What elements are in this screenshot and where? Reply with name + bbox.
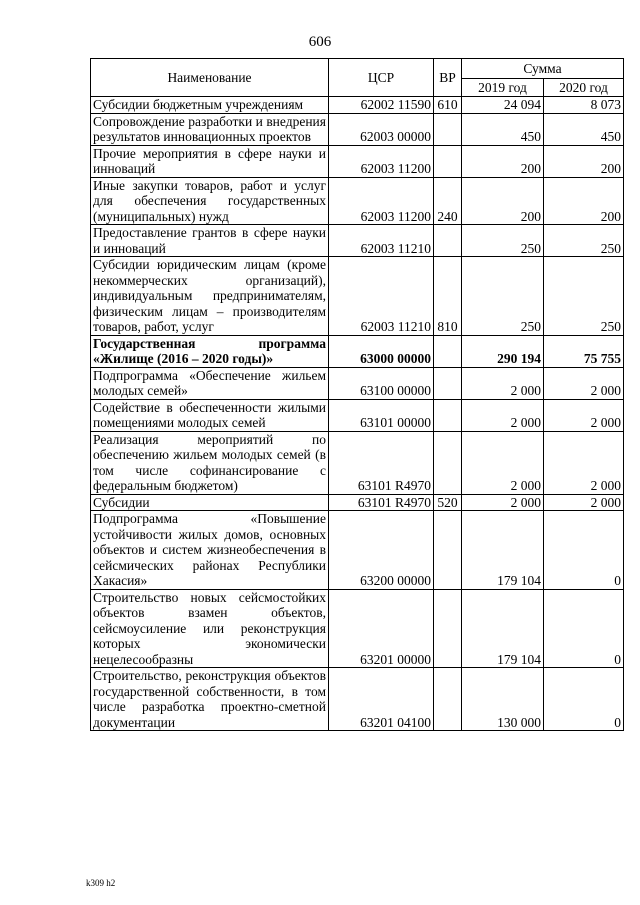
row-vr-cell: 810 [434, 257, 462, 336]
header-name: Наименование [91, 59, 329, 97]
row-csr-cell: 63101 R4970 [329, 431, 434, 494]
row-vr-cell [434, 668, 462, 731]
row-csr-cell: 63100 00000 [329, 367, 434, 399]
row-name-cell: Строительство новых сейсмостойких объектов взамен объектов, сейсмоусиление или реконструкция которых экономически нецелесообразны [91, 589, 329, 668]
row-2020-cell: 250 [544, 257, 624, 336]
row-name-cell: Субсидии [91, 494, 329, 511]
row-2020-cell: 0 [544, 589, 624, 668]
row-vr-cell [434, 367, 462, 399]
row-csr-cell: 63101 R4970 [329, 494, 434, 511]
row-csr-cell: 63000 00000 [329, 335, 434, 367]
table-row [91, 335, 624, 367]
table-row [91, 177, 624, 225]
table-row [91, 668, 624, 731]
table-row [91, 145, 624, 177]
row-csr-cell: 62003 11200 [329, 145, 434, 177]
row-name-cell: Иные закупки товаров, работ и услуг для обеспечения государственных (муниципальных) нужд [91, 177, 329, 225]
row-vr-cell: 610 [434, 97, 462, 114]
row-2020-cell: 2 000 [544, 399, 624, 431]
row-csr-cell: 63201 04100 [329, 668, 434, 731]
row-name-cell: Реализация мероприятий по обеспечению жильем молодых семей (в том числе софинансирование с федеральным бюджетом) [91, 431, 329, 494]
row-2019-cell: 2 000 [462, 494, 544, 511]
table-row [91, 511, 624, 590]
header-year-2020: 2020 год [544, 79, 624, 97]
header-year-2019: 2019 год [462, 79, 544, 97]
row-2020-cell: 2 000 [544, 494, 624, 511]
row-name-cell: Прочие мероприятия в сфере науки и инноваций [91, 145, 329, 177]
row-csr-cell: 62003 11210 [329, 257, 434, 336]
header-vr: ВР [434, 59, 462, 97]
row-vr-cell [434, 431, 462, 494]
row-2019-cell: 2 000 [462, 367, 544, 399]
row-name-cell: Государственная программа «Жилище (2016 – 2020 годы)» [91, 335, 329, 367]
row-name-cell: Сопровождение разработки и внедрения результатов инновационных проектов [91, 113, 329, 145]
table-body [91, 97, 624, 731]
row-name-cell: Содействие в обеспеченности жилыми помещениями молодых семей [91, 399, 329, 431]
row-2019-cell: 200 [462, 177, 544, 225]
row-csr-cell: 62002 11590 [329, 97, 434, 114]
row-2020-cell: 450 [544, 113, 624, 145]
row-2019-cell: 200 [462, 145, 544, 177]
footer-code: k309 h2 [86, 878, 116, 888]
row-csr-cell: 63200 00000 [329, 511, 434, 590]
row-name-cell: Подпрограмма «Повышение устойчивости жилых домов, основных объектов и систем жизнеобеспечения в сейсмических районах Республики Хакасия» [91, 511, 329, 590]
row-2020-cell: 250 [544, 225, 624, 257]
row-2020-cell: 0 [544, 511, 624, 590]
page-number: 606 [308, 34, 332, 50]
budget-table [90, 58, 624, 731]
row-csr-cell: 63101 00000 [329, 399, 434, 431]
row-vr-cell [434, 145, 462, 177]
table-row [91, 257, 624, 336]
table-row [91, 589, 624, 668]
row-2019-cell: 2 000 [462, 399, 544, 431]
row-vr-cell: 520 [434, 494, 462, 511]
row-vr-cell [434, 225, 462, 257]
table-row [91, 225, 624, 257]
row-2019-cell: 250 [462, 225, 544, 257]
row-vr-cell [434, 399, 462, 431]
row-vr-cell: 240 [434, 177, 462, 225]
row-vr-cell [434, 335, 462, 367]
table-row [91, 97, 624, 114]
row-name-cell: Субсидии юридическим лицам (кроме некоммерческих организаций), индивидуальным предпринимателям, физическим лицам – производителям товаров, работ, услуг [91, 257, 329, 336]
row-name-cell: Строительство, реконструкция объектов государственной собственности, в том числе разработка проектно-сметной документации [91, 668, 329, 731]
row-vr-cell [434, 511, 462, 590]
table-row [91, 113, 624, 145]
row-2019-cell: 290 194 [462, 335, 544, 367]
header-sum: Сумма [462, 59, 624, 79]
header-csr: ЦСР [329, 59, 434, 97]
row-csr-cell: 62003 11210 [329, 225, 434, 257]
table-row [91, 494, 624, 511]
row-2019-cell: 450 [462, 113, 544, 145]
table-row [91, 431, 624, 494]
row-2019-cell: 2 000 [462, 431, 544, 494]
row-2020-cell: 0 [544, 668, 624, 731]
table-row [91, 399, 624, 431]
row-csr-cell: 63201 00000 [329, 589, 434, 668]
table-row [91, 367, 624, 399]
row-2019-cell: 250 [462, 257, 544, 336]
row-2019-cell: 24 094 [462, 97, 544, 114]
row-name-cell: Субсидии бюджетным учреждениям [91, 97, 329, 114]
row-2020-cell: 2 000 [544, 431, 624, 494]
row-2020-cell: 200 [544, 145, 624, 177]
row-2020-cell: 8 073 [544, 97, 624, 114]
row-2019-cell: 179 104 [462, 589, 544, 668]
row-vr-cell [434, 113, 462, 145]
row-2020-cell: 2 000 [544, 367, 624, 399]
row-csr-cell: 62003 11200 [329, 177, 434, 225]
row-2020-cell: 75 755 [544, 335, 624, 367]
row-csr-cell: 62003 00000 [329, 113, 434, 145]
row-name-cell: Подпрограмма «Обеспечение жильем молодых семей» [91, 367, 329, 399]
row-2020-cell: 200 [544, 177, 624, 225]
row-name-cell: Предоставление грантов в сфере науки и инноваций [91, 225, 329, 257]
row-2019-cell: 130 000 [462, 668, 544, 731]
row-2019-cell: 179 104 [462, 511, 544, 590]
row-vr-cell [434, 589, 462, 668]
